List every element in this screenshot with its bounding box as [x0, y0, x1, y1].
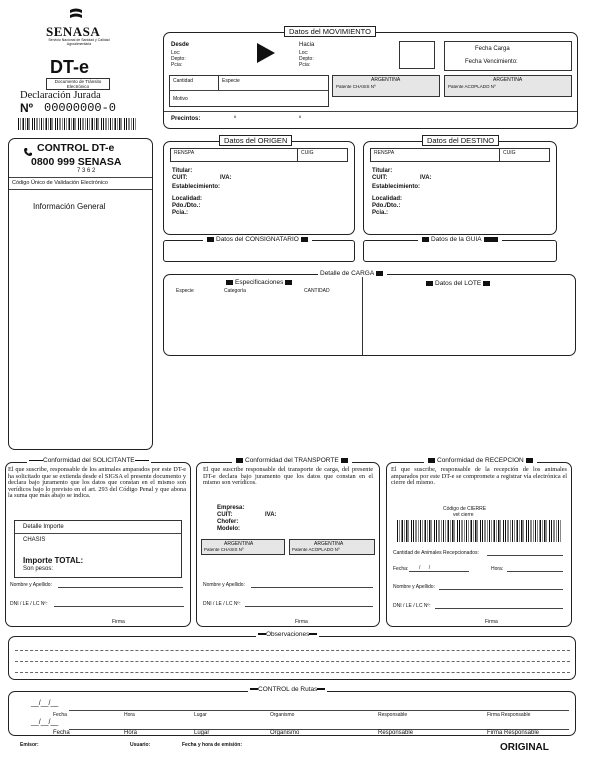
rutas-col-organismo: Organismo — [270, 730, 300, 736]
rutas-col-hora: Hora — [124, 730, 138, 736]
senasa-emblem-icon — [68, 7, 84, 23]
number-label: Nº — [20, 101, 34, 115]
emisor-label: Emisor: — [20, 742, 39, 748]
carga-title — [318, 270, 387, 277]
origin-establecimiento-label: Establecimiento: — [172, 184, 221, 190]
lote-label: Datos del LOTE — [435, 280, 482, 287]
recepcion-title-label: Conformidad de RECEPCION — [437, 457, 524, 464]
transporte-declaration: El que suscribe responsable del transporte de carga, del presente DT-e declara bajo juramento que los datos que constan en el mismo son verídicos. — [203, 466, 373, 487]
transporte-chasis-label: Patente CHASIS Nº — [204, 547, 244, 552]
origin-renspa-label: RENSPA — [174, 150, 195, 156]
origin-pdo-label: Pdo./Dto.: — [172, 203, 201, 209]
rutas-col-fecha: Fecha — [53, 712, 67, 718]
rutas-col-lugar: Lugar — [194, 730, 210, 736]
transporte-firma-label: Firma — [295, 619, 308, 625]
fecha-emision-label: Fecha y hora de emisión: — [182, 742, 243, 748]
transporte-title-label: Conformidad del TRANSPORTE — [245, 457, 339, 464]
dest-loc-label: Loc: — [299, 50, 309, 56]
control-title: CONTROL DT-e — [37, 142, 115, 154]
origin-title: Datos del ORIGEN — [219, 135, 292, 146]
carga-especie-col: Especie — [176, 288, 194, 294]
especie-label: Especie — [222, 78, 240, 84]
recepcion-fecha-label: Fecha: — [393, 566, 409, 572]
observaciones-title — [256, 631, 319, 638]
rutas-col-firma: Firma Responsable — [487, 712, 531, 718]
detalle-importe-label: Detalle Importe — [23, 524, 64, 530]
direction-arrow-icon — [256, 42, 276, 64]
original-mark: ORIGINAL — [500, 742, 549, 753]
doc-subtitle: Documento de Tránsito Electrónico — [46, 78, 110, 90]
codigo-cierre-label: Código de CIERRE — [443, 506, 487, 512]
general-info-label: Información General — [33, 202, 106, 211]
rutas-title — [248, 686, 327, 693]
rutas-col-responsable: Responsable — [378, 712, 408, 718]
hacia-label: Hacia — [299, 42, 315, 48]
transporte-title — [232, 457, 352, 464]
movement-section: Desde Loc: Depto: Pcia: Hacia Loc: Depto: Pcia: Fecha Carga Fecha Vencimiento: Cantidad Especie Motivo ARGENTINA Patente CHASIS Nº ARGENTINA Patente ACOPLADO Nº Precintos: º º — [163, 32, 578, 129]
document-number: 00000000-0 — [44, 101, 117, 115]
dest-depto-label: Depto: — [299, 56, 314, 62]
dest-cuig-label: CUIG — [503, 150, 516, 156]
precintos-label: Precintos: — [171, 116, 201, 122]
fecha-carga-label: Fecha Carga — [475, 46, 510, 52]
recepcion-declaration: El que suscribe, responsable de la recepción de los animales amparados por este DT-e se compromete a registrar vía electrónica el cierre del mismo. — [391, 466, 567, 487]
origin-cuig-label: CUIG — [301, 150, 314, 156]
dest-pdo-label: Pdo./Dto.: — [372, 203, 401, 209]
movement-title: Datos del MOVIMIENTO — [284, 26, 376, 37]
transporte-chofer-label: Chofer: — [217, 519, 239, 525]
guia-label: Datos de la GUIA — [431, 236, 482, 243]
chasis-country-label: ARGENTINA — [371, 77, 401, 83]
rutas-title-label: CONTROL de Rutas — [258, 686, 318, 693]
especificaciones-title — [222, 279, 296, 286]
origin-loc-label: Loc: — [171, 50, 181, 56]
dest-establecimiento-label: Establecimiento: — [372, 184, 421, 190]
rutas-col-fecha: Fecha — [53, 730, 70, 736]
recepcion-nombre-label: Nombre y Apellido: — [393, 584, 435, 590]
transporte-modelo-label: Modelo: — [217, 526, 240, 532]
brand-name: SENASA — [46, 24, 101, 39]
importe-box — [14, 520, 182, 578]
solicitante-title — [27, 457, 151, 464]
dest-titular-label: Titular: — [372, 168, 393, 174]
origin-pcia-label: Pcia.: — [172, 210, 189, 216]
dest-pcia-label: Pcia.: — [372, 210, 389, 216]
origin-pcia-label: Pcia: — [171, 62, 183, 68]
movement-stamp-box — [399, 41, 435, 69]
solicitante-nombre-label: Nombre y Apellido: — [10, 582, 52, 588]
rutas-col-hora: Hora — [124, 712, 135, 718]
consignatario-section — [163, 240, 355, 262]
motivo-label: Motivo — [173, 96, 188, 102]
son-pesos-label: Son pesos: — [23, 566, 54, 572]
carga-cantidad-col: CANTIDAD — [304, 288, 330, 294]
carga-section — [163, 274, 576, 356]
doc-title: Declaración Jurada — [20, 90, 101, 101]
cantidad-especie-box — [169, 75, 329, 107]
dest-localidad-label: Localidad: — [372, 196, 403, 202]
dest-renspa-label: RENSPA — [374, 150, 395, 156]
transporte-chasis-plate — [201, 539, 285, 555]
origin-depto-label: Depto: — [171, 56, 186, 62]
acoplado-plate-label: Patente ACOPLADO Nº — [448, 84, 496, 89]
transporte-dni-label: DNI / LE / LC Nº: — [203, 601, 241, 607]
dest-cuit-label: CUIT: — [372, 175, 388, 181]
usuario-label: Usuario: — [130, 742, 151, 748]
cierre-barcode — [397, 520, 562, 542]
dest-pcia-label: Pcia: — [299, 62, 311, 68]
origin-localidad-label: Localidad: — [172, 196, 203, 202]
lote-title — [422, 280, 494, 287]
rutas-section: __/__/__ __/__/__ — [8, 691, 576, 736]
origin-section — [163, 141, 355, 235]
control-phone-digits: 7 3 6 2 — [77, 168, 96, 174]
guia-title — [418, 236, 502, 243]
control-panel — [8, 138, 153, 450]
acoplado-plate — [444, 75, 572, 97]
dest-iva-label: IVA: — [420, 175, 432, 181]
phone-icon — [23, 144, 33, 154]
solicitante-firma-label: Firma — [112, 619, 125, 625]
transporte-section — [196, 462, 380, 627]
carga-title-label: Detalle de CARGA — [320, 270, 375, 277]
acoplado-country-label: ARGENTINA — [493, 77, 523, 83]
destination-section — [363, 141, 557, 235]
rutas-col-lugar: Lugar — [194, 712, 207, 718]
transporte-nombre-label: Nombre y Apellido: — [203, 582, 245, 588]
cantidad-recepcionados-label: Cantidad de Animales Recepcionados: — [393, 550, 479, 556]
solicitante-section — [5, 462, 191, 627]
validation-code-label: Código Único de Validación Electrónico — [12, 180, 108, 186]
dates-box — [444, 41, 572, 71]
guia-section — [363, 240, 557, 262]
cantidad-label: Cantidad — [173, 78, 194, 84]
recepcion-title — [424, 457, 537, 464]
origin-titular-label: Titular: — [172, 168, 193, 174]
consignatario-title — [203, 236, 312, 243]
origin-iva-label: IVA: — [220, 175, 232, 181]
recepcion-hora-label: Hora: — [491, 566, 504, 572]
transporte-acoplado-country: ARGENTINA — [314, 541, 344, 547]
origin-cuit-label: CUIT: — [172, 175, 188, 181]
transporte-acoplado-plate — [289, 539, 375, 555]
rutas-col-firma: Firma Responsable — [487, 730, 540, 736]
rutas-col-organismo: Organismo — [270, 712, 295, 718]
observaciones-label: Observaciones — [266, 631, 310, 638]
importe-total-label: Importe TOTAL: — [23, 556, 84, 565]
desde-label: Desde — [171, 42, 190, 48]
control-phone: 0800 999 SENASA — [31, 156, 122, 168]
consignatario-label: Datos del CONSIGNATARIO — [216, 236, 299, 243]
chasis-plate — [332, 75, 440, 97]
transporte-cuit-label: CUIT: — [217, 512, 233, 518]
solicitante-declaration: El que suscribe, responsable de los animales amparados por este DT-e ha solicitado que se extienda desde el SIGSA el presente documento y declara bajo juramento que los datos que constan en el mismo son verídicos bajo lo previsto en el art. 293 del Código Penal y que abona la suma que más abajo se indica. — [8, 466, 186, 500]
chasis-plate-label: Patente CHASIS Nº — [336, 84, 376, 89]
solicitante-dni-label: DNI / LE / LC Nº: — [10, 601, 48, 607]
recepcion-firma-label: Firma — [485, 619, 498, 625]
carga-categoria-col: Categoría — [224, 288, 246, 294]
document-barcode — [18, 118, 136, 130]
vet-cierre-label: vet cierre — [453, 512, 474, 518]
destination-title: Datos del DESTINO — [422, 135, 499, 146]
doc-code: DT-e — [50, 57, 90, 77]
especificaciones-label: Especificaciones — [235, 279, 284, 286]
transporte-chasis-country: ARGENTINA — [224, 541, 254, 547]
recepcion-dni-label: DNI / LE / LC Nº: — [393, 603, 431, 609]
transporte-iva-label: IVA: — [265, 512, 277, 518]
fecha-vencimiento-label: Fecha Vencimiento: — [465, 59, 518, 65]
recepcion-section: El que suscribe, responsable de la recepción de los animales amparados por este DT-e se compromete a registrar vía electrónica el cierre del mismo. Código de CIERRE vet cierre Cantidad de Animales Recepcionados: Fecha: / / Hora: Nombre y Apellido: DNI / LE / LC Nº: Firma — [386, 462, 572, 627]
chasis-label: CHASIS — [23, 537, 46, 543]
rutas-col-responsable: Responsable — [378, 730, 414, 736]
transporte-empresa-label: Empresa: — [217, 505, 245, 511]
solicitante-title-label: Conformidad del SOLICITANTE — [43, 457, 135, 464]
brand-subtitle: Servicio Nacional de Sanidad y Calidad Agroalimentaria — [48, 38, 110, 46]
transporte-acoplado-label: Patente ACOPLADO Nº — [292, 547, 340, 552]
observaciones-section — [8, 636, 576, 680]
